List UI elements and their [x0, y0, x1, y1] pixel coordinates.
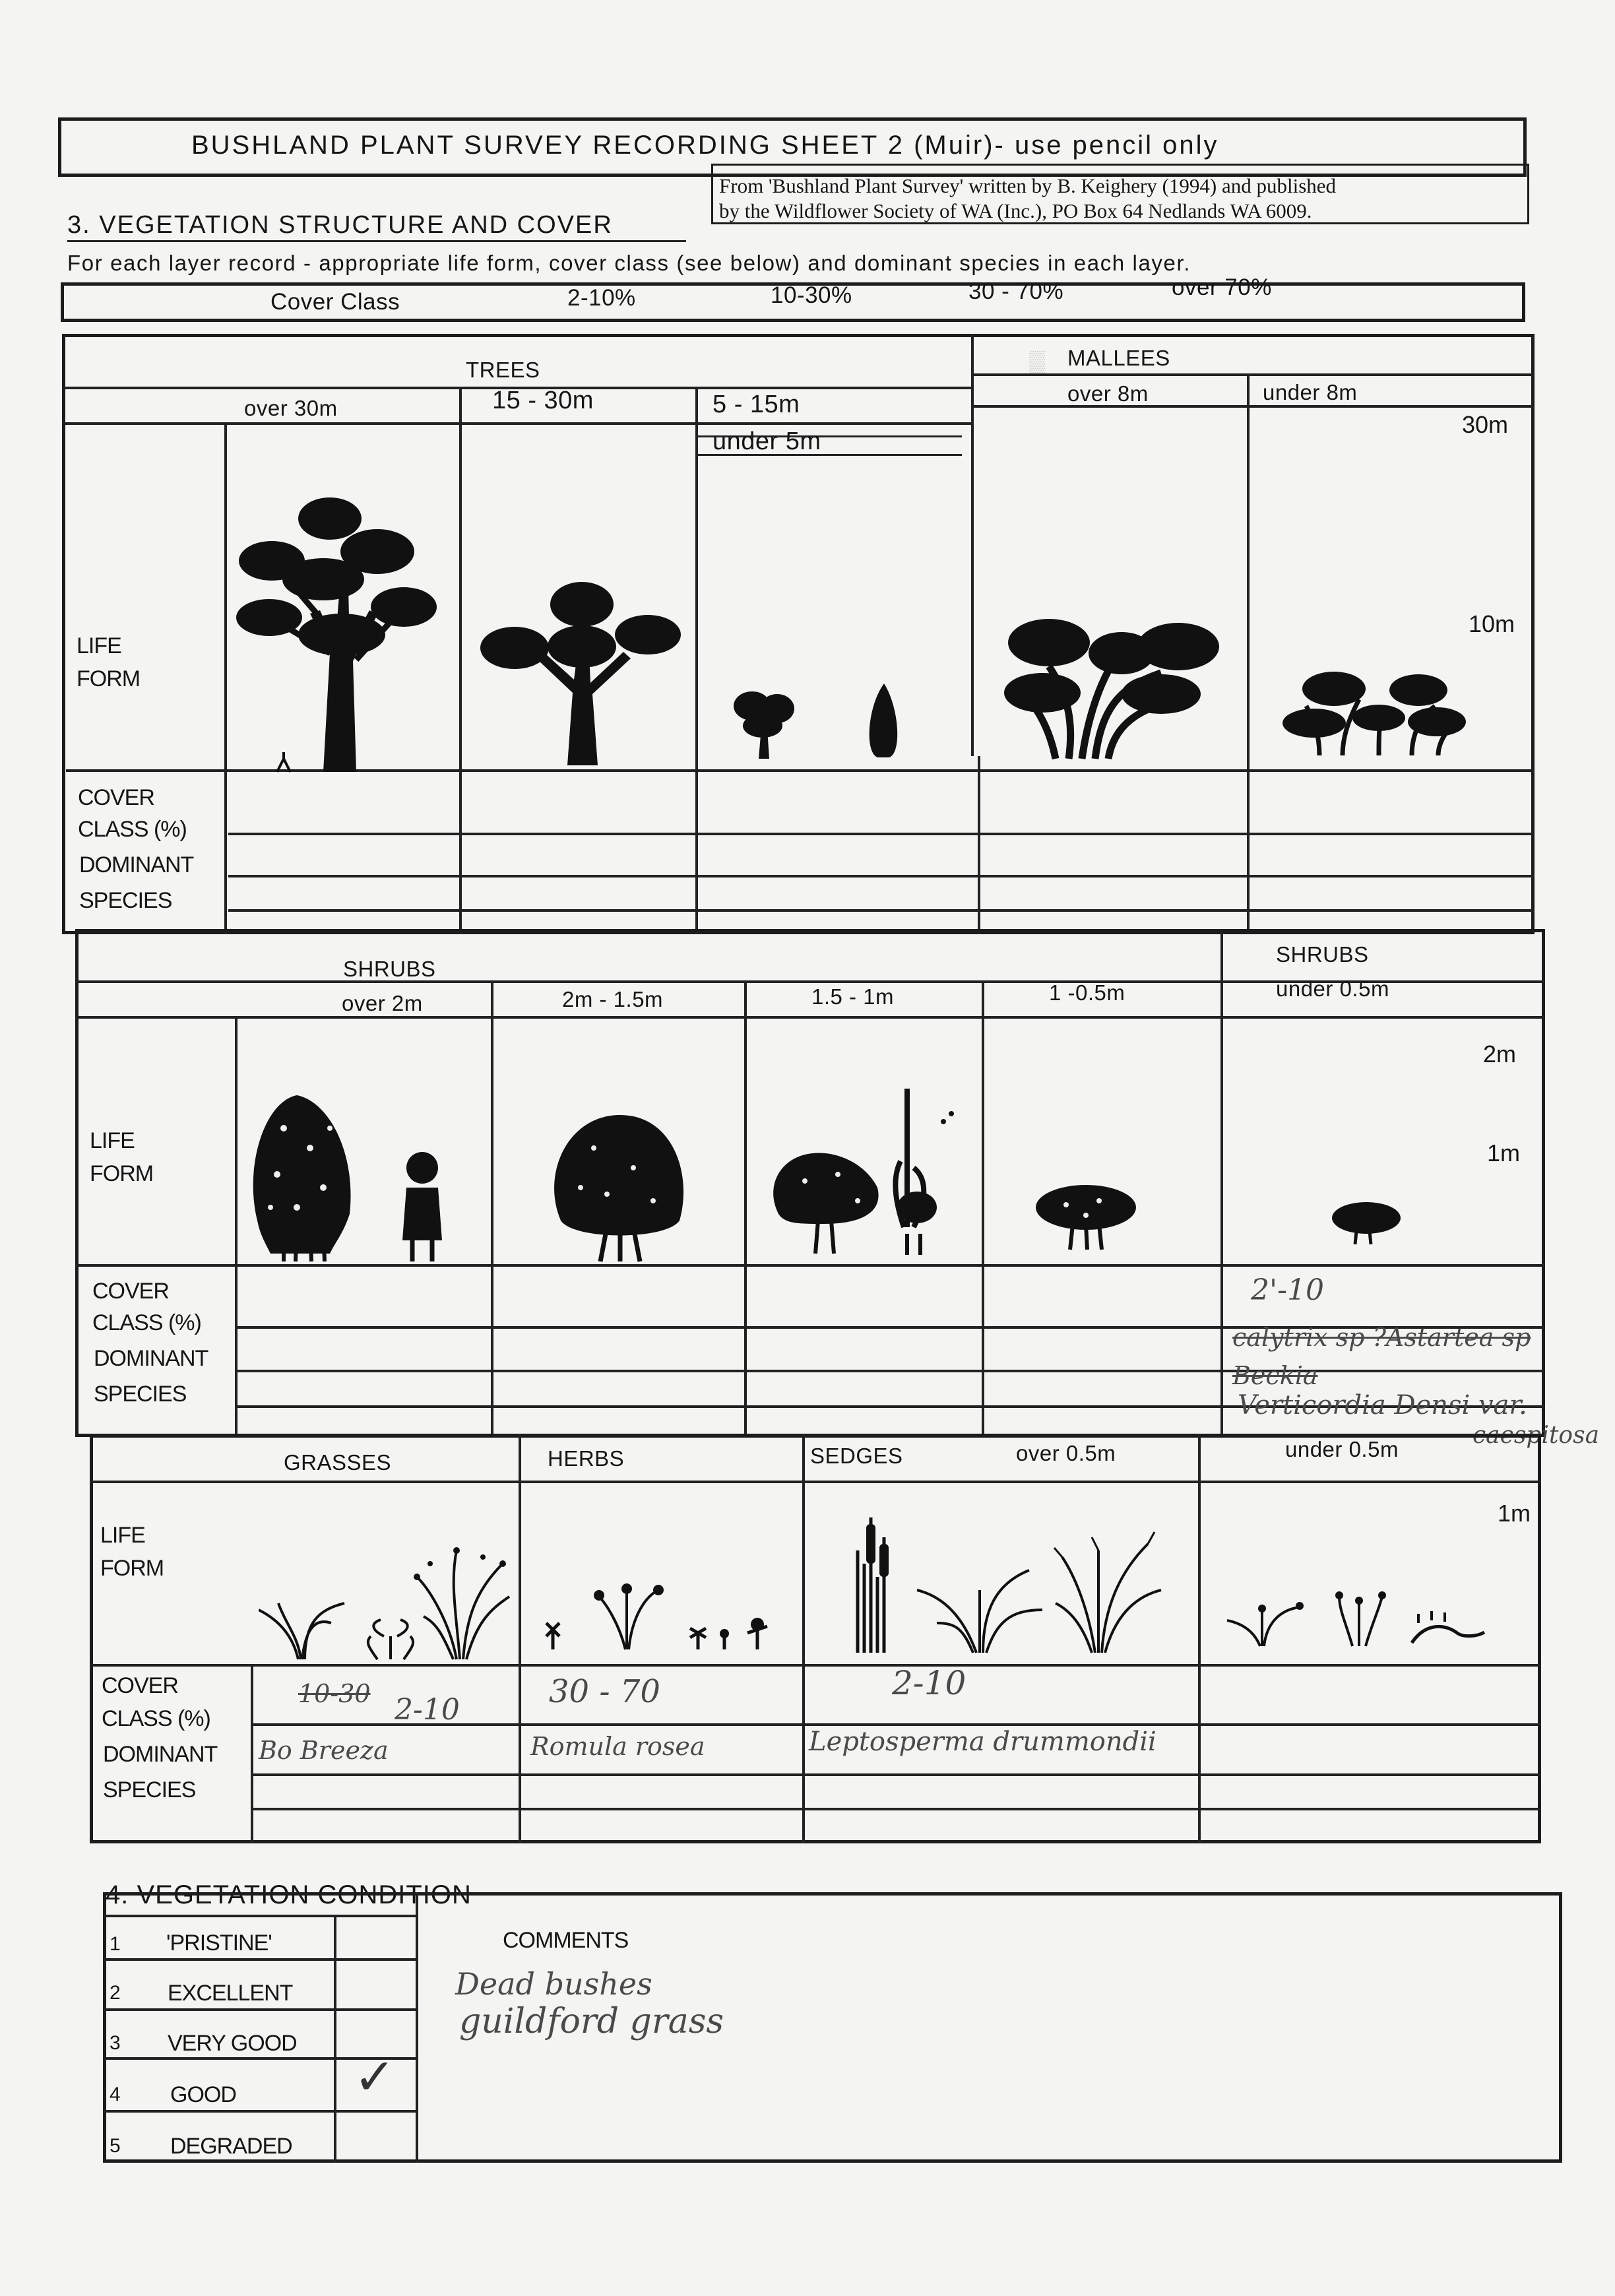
- condition-2-label: EXCELLENT: [168, 1981, 293, 2006]
- grasses-cover-value: 2-10: [395, 1693, 460, 1727]
- shrubs-height-1m: 1m: [1487, 1139, 1521, 1166]
- shrubs-cover-label-2: CLASS (%): [92, 1310, 201, 1335]
- sedges-cover-value: 2-10: [892, 1664, 966, 1702]
- shrubs-dominant-label: DOMINANT: [94, 1346, 208, 1371]
- shrub-2-1.5m-icon: [541, 1108, 699, 1267]
- shrubs-cover-label: COVER: [92, 1279, 169, 1304]
- trees-cover-label: COVER: [78, 785, 154, 810]
- cover-class-3: 30 - 70%: [968, 278, 1064, 304]
- shrubs-col-under-0.5m: under 0.5m: [1276, 976, 1389, 1001]
- trees-species-label: SPECIES: [79, 888, 172, 913]
- shrub-over-2m-icon: [244, 1089, 455, 1267]
- shrubs-species-line-3: Verticordia Densi var.: [1238, 1390, 1527, 1420]
- grasses-species-value: Bo Breeza: [259, 1736, 389, 1765]
- shrubs-life-form-label-2: FORM: [90, 1161, 154, 1186]
- herb-icon: [533, 1564, 790, 1656]
- mallee-over-8m-icon: [996, 614, 1234, 765]
- cover-class-label: Cover Class: [270, 289, 400, 315]
- section-3-title: 3. VEGETATION STRUCTURE AND COVER: [67, 211, 613, 239]
- comments-label: COMMENTS: [503, 1928, 629, 1953]
- shrubs-col-1-0.5m: 1 -0.5m: [1049, 980, 1125, 1005]
- shrubs-col-1.5-1m: 1.5 - 1m: [811, 984, 895, 1009]
- shrubs-species-label: SPECIES: [94, 1382, 187, 1407]
- herbs-cover-value: 30 - 70: [549, 1673, 660, 1710]
- sedge-under-0.5m-icon: [1227, 1577, 1491, 1649]
- condition-3-label: VERY GOOD: [168, 2031, 297, 2056]
- section-3-underline: [67, 240, 686, 242]
- shrubs-group-header-left: SHRUBS: [343, 957, 436, 981]
- mallees-col-under-8m: under 8m: [1263, 380, 1358, 404]
- condition-good-checkmark[interactable]: ✓: [354, 2047, 396, 2106]
- source-line-1: From 'Bushland Plant Survey' written by B. Keighery (1994) and published: [719, 174, 1337, 197]
- trees-life-form-label-2: FORM: [77, 666, 141, 691]
- condition-box: [103, 1892, 1562, 2163]
- grass-icon: [259, 1537, 516, 1663]
- cover-class-2: 10-30%: [771, 282, 852, 308]
- tree-under-5m-icon: [726, 680, 924, 765]
- grasses-cover-label: COVER: [102, 1673, 178, 1698]
- shrubs-species-line-1: calytrix sp ?Astartea sp: [1232, 1323, 1531, 1352]
- condition-3-num: 3: [110, 2032, 121, 2054]
- sedges-col-header: SEDGES: [810, 1444, 903, 1468]
- mallee-under-8m-icon: [1280, 666, 1471, 759]
- mallees-col-over-8m: over 8m: [1067, 381, 1149, 406]
- grasses-dominant-label: DOMINANT: [103, 1742, 218, 1767]
- shrubs-col-2-1.5m: 2m - 1.5m: [562, 987, 664, 1011]
- shrub-1.5-1m-icon: [765, 1082, 963, 1260]
- mallees-group-header: MALLEES: [1067, 346, 1170, 370]
- sedges-under-0.5m-header: under 0.5m: [1285, 1437, 1399, 1461]
- sedges-over-0.5m-header: over 0.5m: [1016, 1441, 1116, 1465]
- grasses-height-1m: 1m: [1498, 1500, 1531, 1527]
- herbs-species-value: Romula rosea: [530, 1732, 705, 1761]
- trees-height-10m: 10m: [1469, 610, 1515, 637]
- trees-col-5-15m: 5 - 15m: [712, 391, 800, 418]
- condition-2-num: 2: [110, 1982, 121, 2004]
- cover-class-4: over 70%: [1172, 274, 1272, 300]
- sheet-title: BUSHLAND PLANT SURVEY RECORDING SHEET 2 (Muir)- use pencil only: [191, 131, 1219, 160]
- grasses-col-header: GRASSES: [284, 1450, 392, 1475]
- trees-cover-label-2: CLASS (%): [78, 817, 187, 842]
- sedge-over-0.5m-icon: [844, 1498, 1174, 1656]
- tree-15-30m-icon: [475, 574, 693, 772]
- bleed-through: ▒: [1029, 350, 1046, 375]
- condition-5-num: 5: [110, 2135, 121, 2157]
- shrubs-height-2m: 2m: [1483, 1040, 1517, 1068]
- grasses-species-label: SPECIES: [103, 1777, 196, 1802]
- shrubs-col-over-2m: over 2m: [342, 991, 423, 1015]
- instructions: For each layer record - appropriate life form, cover class (see below) and dominant species in each layer.: [67, 251, 1191, 275]
- cover-class-1: 2-10%: [567, 285, 636, 311]
- trees-col-over-30m: over 30m: [244, 396, 338, 420]
- trees-group-header: TREES: [466, 358, 540, 382]
- condition-1-num: 1: [110, 1933, 121, 1955]
- shrub-1-0.5m-icon: [1033, 1181, 1139, 1254]
- source-line-2: by the Wildflower Society of WA (Inc.), PO Box 64 Nedlands WA 6009.: [719, 199, 1312, 222]
- grasses-life-form-label: LIFE: [100, 1523, 145, 1548]
- shrubs-group-header-right: SHRUBS: [1276, 942, 1369, 967]
- condition-4-num: 4: [110, 2084, 121, 2105]
- trees-height-30m: 30m: [1462, 411, 1509, 438]
- condition-4-label: GOOD: [170, 2082, 236, 2107]
- shrubs-species-line-2: Beckia: [1232, 1361, 1318, 1390]
- shrubs-species-line-4: caespitosa: [1472, 1422, 1600, 1449]
- condition-1-label: 'PRISTINE': [166, 1930, 272, 1956]
- trees-col-15-30m: 15 - 30m: [492, 387, 594, 414]
- herbs-col-header: HERBS: [548, 1446, 625, 1471]
- condition-5-label: DEGRADED: [170, 2134, 292, 2159]
- shrubs-life-form-label: LIFE: [90, 1128, 135, 1153]
- sedges-species-value: Leptosperma drummondii: [809, 1727, 1156, 1757]
- trees-col-under-5m: under 5m: [712, 428, 821, 455]
- comments-line-1[interactable]: Dead bushes: [455, 1966, 652, 2002]
- tree-over-30m-icon: [231, 488, 449, 779]
- shrub-under-0.5m-icon: [1330, 1199, 1403, 1246]
- grasses-life-form-label-2: FORM: [100, 1556, 164, 1581]
- trees-life-form-label: LIFE: [77, 633, 121, 658]
- section-4-title: 4. VEGETATION CONDITION: [106, 1880, 472, 1909]
- trees-dominant-label: DOMINANT: [79, 852, 194, 877]
- shrubs-cover-under-0.5m: 2'-10: [1251, 1273, 1324, 1307]
- comments-line-2[interactable]: guildford grass: [459, 2002, 724, 2041]
- grasses-cover-crossed: 10-30: [298, 1679, 371, 1708]
- grasses-cover-label-2: CLASS (%): [102, 1706, 210, 1731]
